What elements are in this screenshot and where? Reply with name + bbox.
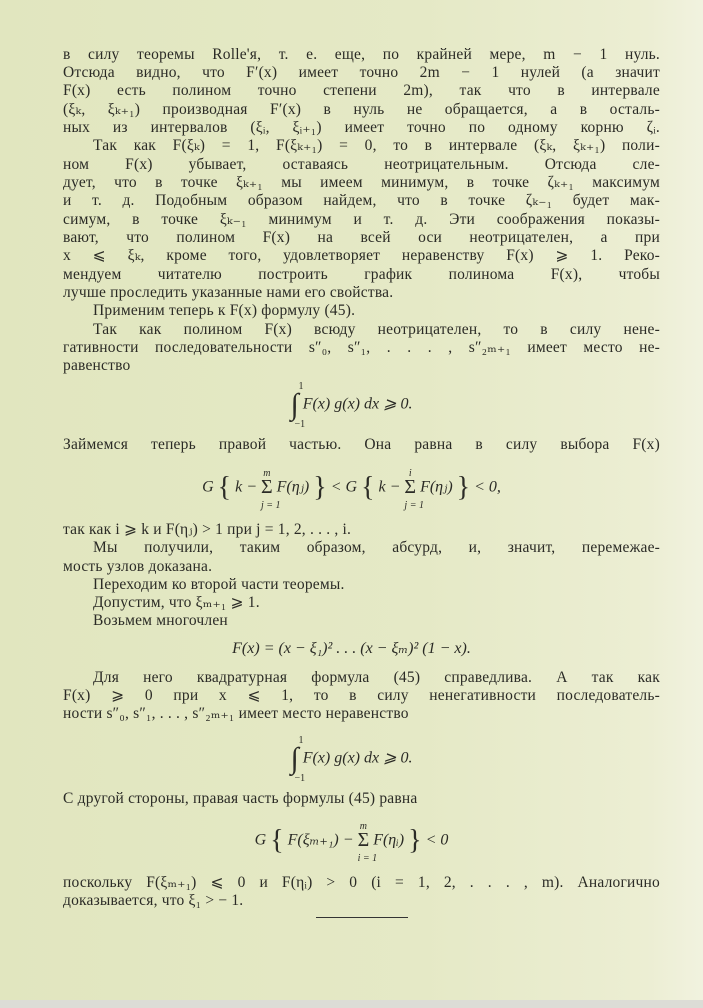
text-line: Применим теперь к F(x) формулу (45).	[93, 302, 356, 319]
integral-sign: ∫	[290, 742, 299, 775]
integral-formula-1	[0, 381, 703, 430]
inequality-formula-1	[0, 468, 703, 511]
text-line: Мы получили, таким образом, абсурд, и, значит, перемежае-	[93, 539, 661, 556]
text-line: Переходим ко второй части теоремы.	[93, 576, 345, 593]
scan-edge	[0, 1000, 703, 1008]
text-line: и т. д. Подобным образом найдем, что в точке ζₖ₋₁ будет мак-	[63, 192, 660, 209]
text-line: Так как F(ξₖ) = 1, F(ξₖ₊₁) = 0, то в интервале (ξₖ, ξₖ₊₁) поли-	[93, 137, 660, 154]
sum-sign: Σ	[357, 829, 370, 851]
lower-limit: j = 1	[404, 500, 424, 511]
end-rule	[316, 917, 408, 918]
text-line: С другой стороны, правая часть формулы (45) равна	[63, 790, 418, 807]
lower-limit: −1	[294, 419, 306, 430]
text-line: ности s″₀, s″₁, . . . , s″₂ₘ₊₁ имеет место неравенство	[63, 705, 409, 722]
text-line: ном F(x) убывает, оставаясь неотрицательным. Отсюда сле-	[63, 156, 661, 173]
text-line: мендуем читателю построить график полинома F(x), чтобы	[63, 266, 660, 283]
polynomial-formula: F(x) = (x − ξ₁)² . . . (x − ξₘ)² (1 − x).	[232, 640, 471, 657]
brace: }	[456, 472, 471, 503]
text-line: гативности последовательности s″₀, s″₁, . . . , s″₂ₘ₊₁ имеет место не-	[63, 339, 661, 356]
text-line: Для него квадратурная формула (45) справедлива. А так как	[93, 669, 660, 686]
text-line: лучше проследить указанные нами его свойства.	[63, 284, 394, 301]
less-than: <	[330, 478, 342, 496]
brace: }	[408, 825, 422, 856]
integral-sign: ∫	[290, 388, 299, 421]
brace: }	[313, 472, 327, 503]
text-line: Отсюда видно, что F′(x) имеет точно 2m − 1 нулей (а значит	[63, 64, 660, 81]
term: F(ηᵢ)	[373, 831, 405, 849]
integrand: F(x) g(x) dx ⩾ 0.	[302, 395, 413, 413]
text-line: F(x) ⩾ 0 при x ⩽ 1, то в силу ненегативности последователь-	[63, 687, 660, 704]
upper-limit: 1	[298, 381, 304, 392]
text-line: x ⩽ ξₖ, кроме того, удовлетворяет неравенству F(x) ⩾ 1. Реко-	[63, 247, 661, 264]
brace: {	[217, 472, 232, 503]
upper-limit: m	[359, 821, 367, 832]
term: k −	[378, 478, 401, 496]
text-line: симум, в точке ξₖ₋₁ минимум и т. д. Эти соображения показы-	[63, 211, 660, 228]
sum-sign: Σ	[404, 476, 417, 498]
brace: {	[270, 825, 284, 856]
upper-limit: m	[263, 468, 271, 479]
lower-limit: i = 1	[357, 853, 378, 864]
text-line: равенство	[63, 357, 131, 374]
term: F(ηⱼ)	[276, 478, 310, 496]
text-line: дует, что в точке ξₖ₊₁ мы имеем минимум, в точке ζₖ₊₁ максимум	[63, 174, 660, 191]
term: < 0	[425, 831, 449, 849]
text-line: мость узлов доказана.	[63, 558, 213, 575]
text-line: так как i ⩾ k и F(ηⱼ) > 1 при j = 1, 2, . . . , i.	[63, 521, 352, 538]
text-line: ных из интервалов (ξᵢ, ξᵢ₊₁) имеет точно по одному корню ζᵢ.	[63, 119, 661, 136]
integral-formula-2	[0, 735, 703, 784]
upper-limit: 1	[298, 735, 304, 746]
text-line: Так как полином F(x) всюду неотрицателен, то в силу нене-	[93, 321, 660, 338]
text-line: (ξₖ, ξₖ₊₁) производная F′(x) в нуль не обращается, а в осталь-	[63, 101, 660, 118]
term: < 0,	[474, 478, 501, 496]
text-line: в силу теоремы Rolle'я, т. е. еще, по крайней мере, m − 1 нуль.	[63, 46, 660, 63]
text-line: Займемся теперь правой частью. Она равна в силу выбора F(x)	[63, 436, 660, 453]
upper-limit: i	[408, 468, 412, 479]
text-line: доказывается, что ξ₁ > − 1.	[63, 892, 244, 909]
g-functional: G	[254, 831, 267, 849]
term: k −	[235, 478, 258, 496]
text-line: Возьмем многочлен	[93, 612, 228, 629]
inequality-formula-2	[0, 821, 703, 864]
text-line: Допустим, что ξₘ₊₁ ⩾ 1.	[93, 594, 260, 611]
brace: {	[361, 472, 375, 503]
term: F(ξₘ₊₁) −	[287, 831, 354, 849]
lower-limit: j = 1	[261, 500, 281, 511]
text-line: F(x) есть полином точно степени 2m), так что в интервале	[63, 82, 660, 99]
g-functional: G	[202, 478, 214, 496]
integrand: F(x) g(x) dx ⩾ 0.	[302, 749, 413, 767]
g-functional: G	[345, 478, 358, 496]
text-line: поскольку F(ξₘ₊₁) ⩽ 0 и F(ηᵢ) > 0 (i = 1, 2, . . . , m). Аналогично	[63, 874, 660, 891]
text-line: вают, что полином F(x) на всей оси неотрицателен, а при	[63, 229, 660, 246]
sum-sign: Σ	[261, 476, 273, 498]
term: F(ηⱼ)	[420, 478, 453, 496]
lower-limit: −1	[294, 773, 306, 784]
